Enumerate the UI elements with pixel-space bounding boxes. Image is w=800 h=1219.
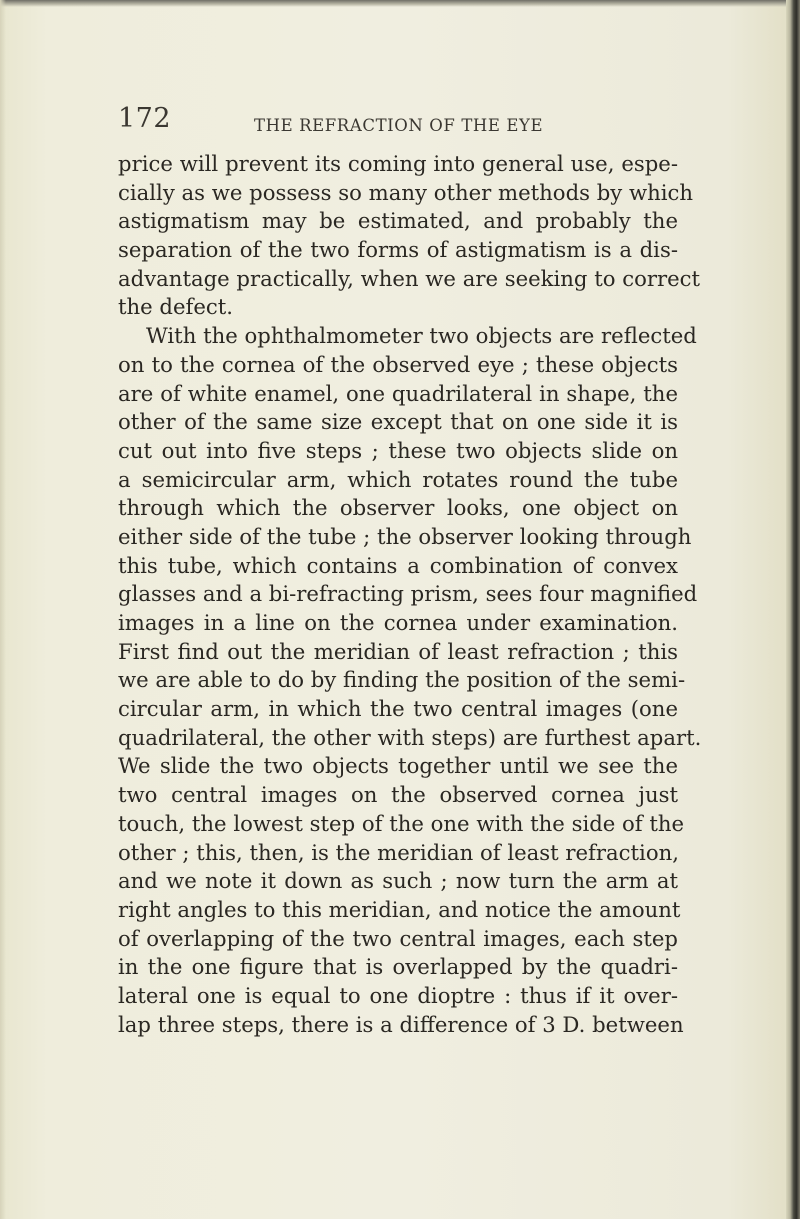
text-line: are of white enamel, one quadrilateral in shape, the: [118, 380, 678, 406]
text-line: the defect.: [118, 294, 234, 320]
text-line: right angles to this meridian, and notice the amount: [118, 896, 681, 922]
text-line: through which the observer looks, one object on: [118, 495, 678, 521]
page-header: [118, 103, 678, 143]
text-line: lateral one is equal to one dioptre : thus if it over-: [118, 982, 678, 1008]
book-spine-edge: [786, 0, 800, 1219]
text-line: a semicircular arm, which rotates round the tube: [118, 466, 678, 492]
text-line: on to the cornea of the observed eye ; these objects: [118, 351, 678, 377]
text-line: of overlapping of the two central images, each step: [118, 925, 678, 951]
page-number: 172: [118, 103, 172, 134]
page-top-edge: [0, 0, 800, 7]
text-line: astigmatism may be estimated, and probably the: [118, 208, 678, 234]
text-line: two central images on the observed cornea just: [118, 782, 678, 808]
text-line: images in a line on the cornea under examination.: [118, 610, 678, 635]
text-line: price will prevent its coming into general use, espe-: [118, 151, 678, 176]
text-line: lap three steps, there is a difference of 3 D. between: [118, 1011, 684, 1037]
text-line: other ; this, then, is the meridian of least refraction,: [118, 839, 679, 865]
text-line: quadrilateral, the other with steps) are furthest apart.: [118, 724, 702, 750]
text-line: glasses and a bi-refracting prism, sees four magnified: [118, 581, 698, 607]
text-line: With the ophthalmometer two objects are reflected: [146, 323, 697, 349]
text-line: separation of the two forms of astigmatism is a dis-: [118, 237, 678, 263]
text-line: in the one figure that is overlapped by the quadri-: [118, 954, 678, 980]
text-line: touch, the lowest step of the one with the side of the: [118, 810, 685, 836]
body-text: [118, 150, 702, 1039]
text-line: We slide the two objects together until we see the: [118, 753, 678, 779]
text-line: circular arm, in which the two central images (one: [118, 696, 678, 722]
page-left-edge: [0, 0, 6, 1219]
running-head: THE REFRACTION OF THE EYE: [254, 116, 544, 135]
text-line: we are able to do by finding the position of the semi-: [118, 667, 686, 693]
text-line: other of the same size except that on one side it is: [118, 409, 678, 435]
text-line: and we note it down as such ; now turn the arm at: [118, 868, 678, 894]
text-line: either side of the tube ; the observer looking through: [118, 523, 692, 549]
text-line: this tube, which contains a combination of convex: [118, 552, 678, 578]
text-line: cut out into five steps ; these two objects slide on: [118, 437, 678, 463]
text-line: First find out the meridian of least refraction ; this: [118, 638, 678, 664]
text-line: cially as we possess so many other methods by which: [118, 179, 694, 205]
text-line: advantage practically, when we are seeking to correct: [118, 265, 701, 291]
